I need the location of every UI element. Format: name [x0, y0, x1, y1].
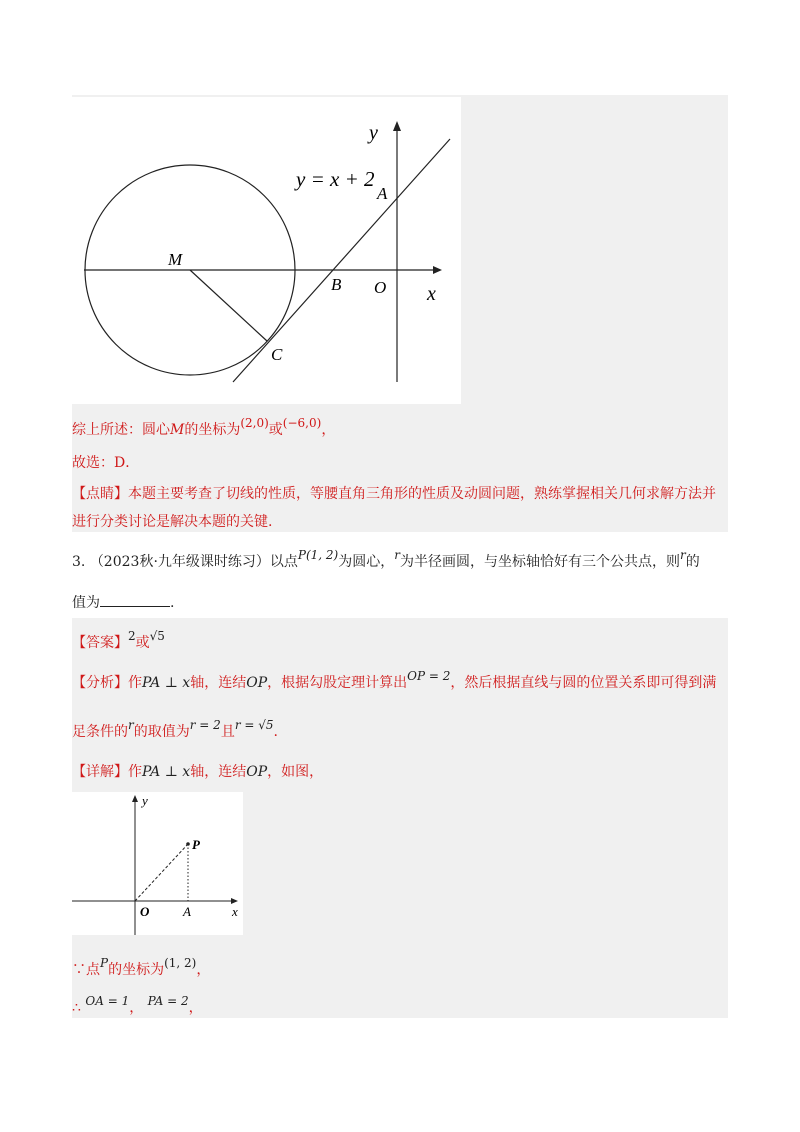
detail-tag: 【详解】 [72, 764, 128, 780]
question-line-2: 值为 . [72, 592, 174, 613]
figure1-svg [72, 97, 461, 404]
therefore-line: ∴ OA = 1， PA = 2， [72, 994, 203, 1016]
comment-line-2: 进行分类讨论是解决本题的关键. [72, 514, 273, 530]
label-B: B [331, 275, 342, 294]
label-O-2: O [140, 904, 150, 919]
analysis-tag: 【分析】 [72, 675, 128, 691]
figure-point-P [72, 792, 243, 935]
comment-tag: 【点睛】 [72, 486, 128, 502]
x-axis-arrow [433, 266, 442, 274]
figure-circle-tangent [72, 97, 461, 404]
label-A-2: A [183, 904, 191, 919]
radius-MC [190, 270, 267, 341]
question-line-1: 3. （2023秋·九年级课时练习）以点P(1, 2)为圆心，r为半径画圆，与坐标轴恰好有三个公共点，则r的 [72, 548, 700, 570]
point-P-dot [186, 842, 190, 846]
choice-line: 故选：D． [72, 455, 140, 471]
label-x-axis: x [427, 283, 436, 305]
detail-line-1: 【详解】作PA ⊥ x轴，连结OP，如图， [72, 764, 324, 780]
answer-blank[interactable] [100, 592, 170, 607]
analysis-line-1: 【分析】作PA ⊥ x轴，连结OP，根据勾股定理计算出OP = 2，然后根据直线与圆的位置关系即可得到满 [72, 669, 717, 691]
label-x-2: x [232, 904, 238, 919]
label-M: M [168, 250, 183, 269]
label-P-2: P [192, 837, 200, 852]
because-line: ∵点P的坐标为(1, 2)， [72, 956, 211, 978]
label-equation: y = x + 2 [296, 167, 375, 191]
label-A: A [377, 184, 388, 203]
answer-tag: 【答案】 [72, 635, 128, 651]
y-axis-arrow [393, 121, 401, 131]
summary-line: 综上所述：圆心M的坐标为(2,0)或(−6,0)， [72, 416, 336, 438]
figure2-svg [72, 792, 243, 935]
segment-OP [135, 844, 188, 901]
label-y-2: y [142, 793, 148, 808]
point-P: P(1, 2) [297, 548, 339, 562]
label-O: O [374, 278, 387, 297]
comment-line-1: 【点睛】本题主要考查了切线的性质，等腰直角三角形的性质及动圆问题，熟练掌握相关几何求解方法并 [72, 486, 716, 502]
analysis-line-2: 足条件的r的取值为r = 2且r = √5. [72, 718, 278, 740]
label-C: C [271, 345, 283, 364]
answer-line: 【答案】2或√5 [72, 629, 165, 651]
label-y-axis: y [369, 122, 378, 144]
y-axis-arrow-2 [132, 795, 138, 802]
